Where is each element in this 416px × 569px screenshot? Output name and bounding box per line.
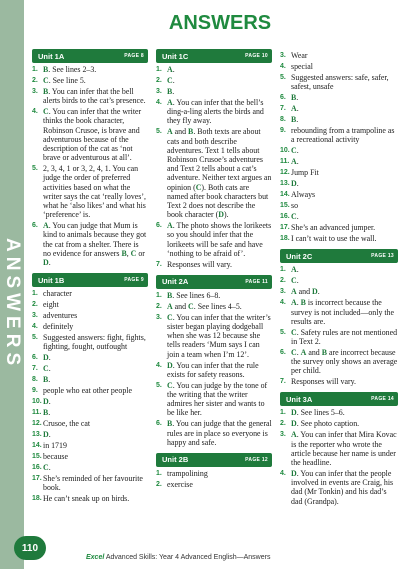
answer-text: A. You can infer that Mira Kovac is the reporter who wrote the article because her name is under the headline. <box>291 430 397 468</box>
answer-number: 2. <box>156 302 162 310</box>
answer-item <box>280 377 398 386</box>
answer-number: 6. <box>32 354 38 362</box>
answer-item <box>32 397 148 406</box>
answer-text: A. <box>291 157 299 167</box>
answer-number: 4. <box>32 108 38 116</box>
answer-text: B. You can judge that the general rules are in place so everyone is happy and safe. <box>167 419 272 447</box>
answer-number: 7. <box>32 365 38 373</box>
answer-item <box>32 87 148 105</box>
unit-header <box>156 453 272 467</box>
answer-number: 13. <box>280 180 290 188</box>
answer-text: Responses will vary. <box>291 377 357 387</box>
answer-text: C. <box>43 364 51 374</box>
answer-text: rebounding from a trampoline as a recreational activity <box>291 126 395 145</box>
answer-item <box>156 87 272 96</box>
answer-number: 1. <box>156 291 162 299</box>
answer-item <box>156 291 272 300</box>
answer-text: C. <box>167 76 175 85</box>
answer-text: Always <box>291 190 316 200</box>
footer-text: Advanced Skills: Year 4 Advanced English—Answers <box>104 554 271 561</box>
answer-number: 3. <box>280 431 286 439</box>
answer-number: 1. <box>156 469 162 477</box>
answer-item <box>280 62 398 71</box>
answer-number: 1. <box>32 290 38 298</box>
answer-list <box>32 63 148 273</box>
answer-number: 17. <box>32 475 42 483</box>
answer-item <box>32 311 148 320</box>
answer-number: 9. <box>280 127 286 135</box>
answer-text: Suggested answers: fight, fights, fighting, fought, outfought <box>43 333 146 352</box>
answer-item <box>32 221 148 267</box>
answer-number: 18. <box>280 235 290 243</box>
answer-item <box>32 463 148 472</box>
unit-name: Unit 1C <box>162 51 189 61</box>
answer-text: A and B. Both texts are about cats and both describe adventures. Text 1 tells about Robinson Crusoe’s adventures and Text 2 tells about a cat’s adventure. Neither text argues an opinion (C). Both cats are named after book characters but Text 2 does not describe the book character (D). <box>167 127 272 220</box>
answer-item <box>32 494 148 503</box>
answer-text: C. You can infer that the writer’s sister began playing dodgeball when she was 12 because she tells readers ‘Mum says I can join a team when I’m 12’. <box>167 312 271 359</box>
unit-name: Unit 1B <box>38 275 65 285</box>
answer-number: 5. <box>156 381 162 389</box>
answer-item <box>32 364 148 373</box>
answer-text: D. See photo caption. <box>291 419 360 429</box>
column-1 <box>32 49 148 509</box>
answer-text: C. Safety rules are not mentioned in Text 2. <box>291 327 398 347</box>
answer-text: A. You can infer that the bell’s ding-a-ling alerts the birds and they fly away. <box>167 98 264 126</box>
answer-text: D. <box>43 353 51 363</box>
answer-text: trampolining <box>167 468 208 478</box>
answer-number: 16. <box>280 213 290 221</box>
answer-number: 1. <box>32 66 38 73</box>
sidebar-band <box>0 0 24 569</box>
answer-number: 6. <box>280 94 286 102</box>
answer-item <box>32 441 148 450</box>
answer-text: character <box>43 289 72 299</box>
unit-name: Unit 2C <box>286 251 313 261</box>
answer-text: D. <box>43 397 51 407</box>
answer-item <box>280 276 398 285</box>
answer-number: 18. <box>32 495 42 503</box>
answer-item <box>156 313 272 359</box>
page-number: 110 <box>14 536 46 560</box>
answer-text: eight <box>43 300 59 310</box>
answer-number: 4. <box>280 470 286 478</box>
unit-header <box>32 273 148 287</box>
answer-text: so <box>291 201 299 211</box>
column-3 <box>280 49 398 512</box>
answer-item <box>32 300 148 309</box>
answer-text: She’s reminded of her favourite book. <box>43 474 143 493</box>
unit-page: PAGE 9 <box>124 277 144 284</box>
answer-number: 5. <box>280 328 286 336</box>
answer-item <box>32 164 148 219</box>
answer-number: 12. <box>280 169 290 177</box>
answer-text: B. <box>291 115 299 125</box>
answer-item <box>280 93 398 102</box>
column-2 <box>156 49 272 495</box>
answer-item <box>156 361 272 379</box>
answer-number: 5. <box>156 128 162 136</box>
answer-text: D. You can infer that the rule exists for safety reasons. <box>167 360 259 379</box>
answer-number: 2. <box>156 480 162 488</box>
answer-number: 3. <box>280 288 286 296</box>
answer-number: 6. <box>32 222 38 230</box>
answer-number: 10. <box>280 147 290 155</box>
answer-list <box>32 287 148 509</box>
answer-item <box>280 287 398 296</box>
answer-number: 10. <box>32 398 42 406</box>
answer-text: A. <box>291 265 299 275</box>
answer-text: Responses will vary. <box>167 259 233 269</box>
footer <box>86 554 270 561</box>
answer-item <box>280 212 398 221</box>
footer-brand: Excel <box>86 554 105 561</box>
answer-list <box>280 263 398 392</box>
unit-page: PAGE 12 <box>245 456 268 463</box>
unit-name: Unit 2A <box>162 277 189 287</box>
answer-list <box>280 406 398 511</box>
answer-text: He can’t sneak up on birds. <box>43 494 130 504</box>
answer-text: A. You can judge that Mum is kind to animals because they got the cat from a shelter. There is no evidence for answers B, C or D. <box>43 221 147 268</box>
answer-number: 5. <box>32 165 38 173</box>
unit-header <box>280 249 398 263</box>
unit-header <box>156 49 272 63</box>
answer-text: D. <box>43 430 51 440</box>
answer-item <box>280 408 398 417</box>
answer-number: 12. <box>32 420 42 428</box>
answer-text: A. <box>167 65 175 74</box>
page-title: ANSWERS <box>168 12 272 34</box>
answer-number: 2. <box>32 301 38 309</box>
answer-text: She’s an advanced jumper. <box>291 223 376 233</box>
unit-name: Unit 1A <box>38 51 65 61</box>
answer-item <box>32 386 148 395</box>
answer-item <box>280 73 398 91</box>
answer-text: A and C. See lines 4–5. <box>167 301 242 311</box>
unit-page: PAGE 11 <box>245 278 268 285</box>
answer-item <box>280 430 398 467</box>
answer-item <box>156 98 272 126</box>
answer-list <box>280 49 398 249</box>
answer-number: 4. <box>156 361 162 369</box>
unit-page: PAGE 13 <box>371 253 394 260</box>
answer-number: 6. <box>156 420 162 428</box>
answer-number: 5. <box>32 334 38 342</box>
answer-text: B. <box>291 93 299 103</box>
answer-number: 2. <box>32 77 38 84</box>
answer-item <box>156 469 272 478</box>
answer-item <box>156 221 272 258</box>
answer-text: in 1719 <box>43 441 67 451</box>
answer-number: 1. <box>156 66 162 73</box>
answer-text: C. See line 5. <box>43 76 86 85</box>
answer-text: A and D. <box>291 287 320 297</box>
answer-item <box>156 381 272 418</box>
answer-number: 17. <box>280 224 290 232</box>
answer-text: C. <box>291 276 299 286</box>
answer-item <box>280 348 398 376</box>
answer-item <box>32 289 148 298</box>
answer-text: D. <box>291 179 299 189</box>
answer-number: 2. <box>156 77 162 84</box>
answer-item <box>156 65 272 74</box>
answer-text: because <box>43 452 68 462</box>
unit-page: PAGE 14 <box>371 396 394 403</box>
answer-number: 9. <box>32 387 38 395</box>
answer-text: B. <box>43 408 51 418</box>
unit-page: PAGE 8 <box>124 53 144 59</box>
answer-number: 14. <box>32 442 42 450</box>
answer-text: B. See lines 6–8. <box>167 290 221 300</box>
answer-text: Crusoe, the cat <box>43 419 91 429</box>
answer-text: C. <box>291 212 299 222</box>
answer-item <box>32 322 148 331</box>
answer-list <box>156 63 272 275</box>
answer-number: 14. <box>280 191 290 199</box>
answer-item <box>156 260 272 269</box>
unit-name: Unit 3A <box>286 394 313 404</box>
answer-text: Jump Fit <box>291 168 319 178</box>
answer-number: 16. <box>32 464 42 472</box>
unit-header <box>32 49 148 63</box>
answer-item <box>280 328 398 346</box>
answer-list <box>156 467 272 495</box>
answer-item <box>280 179 398 188</box>
answer-text: C. You can judge by the tone of the writing that the writer admires her sister and wants to be like her. <box>167 380 268 418</box>
answer-text: adventures <box>43 311 78 321</box>
unit-header <box>280 392 398 406</box>
answer-item <box>280 201 398 210</box>
answer-text: people who eat other people <box>43 386 132 396</box>
answer-item <box>32 76 148 85</box>
answer-number: 7. <box>280 378 286 386</box>
answer-text: C. <box>43 463 51 473</box>
answer-item <box>156 76 272 85</box>
answer-item <box>280 104 398 113</box>
answer-item <box>32 408 148 417</box>
answer-number: 5. <box>280 74 286 81</box>
answer-item <box>32 333 148 351</box>
answer-item <box>156 302 272 311</box>
answer-number: 3. <box>156 88 162 95</box>
answer-text: C. You can infer that the writer thinks the book character, Robinson Crusoe, is brave and adventurous because of the description of the cat as ‘not brave or adventurous at all’. <box>43 107 142 163</box>
answer-number: 3. <box>156 313 162 321</box>
answer-number: 4. <box>280 299 286 307</box>
answer-item <box>32 419 148 428</box>
answer-number: 3. <box>32 88 38 95</box>
answer-item <box>280 419 398 428</box>
answer-text: B. You can infer that the bell alerts birds to the cat’s presence. <box>43 87 146 106</box>
answer-text: B. See lines 2–3. <box>43 65 97 74</box>
answer-text: special <box>291 62 313 71</box>
answer-item <box>156 127 272 219</box>
answer-item <box>280 234 398 243</box>
answer-text: D. You can infer that the people involved in events are Craig, his dad (Mr Tonkin) and his dad’s dad (Grandpa). <box>291 469 394 506</box>
answer-number: 6. <box>156 222 162 230</box>
answer-number: 2. <box>280 277 286 285</box>
answer-text: C. A and B are incorrect because the survey only shows an average per child. <box>291 348 398 376</box>
answer-text: A. <box>291 104 299 114</box>
unit-page: PAGE 10 <box>245 53 268 59</box>
answer-number: 13. <box>32 431 42 439</box>
answer-number: 11. <box>280 158 290 166</box>
answer-item <box>280 298 398 326</box>
answer-item <box>280 157 398 166</box>
answer-item <box>280 126 398 144</box>
answer-item <box>32 452 148 461</box>
answer-item <box>280 168 398 177</box>
answer-number: 8. <box>280 116 286 124</box>
answer-text: definitely <box>43 322 74 332</box>
answer-item <box>280 265 398 274</box>
answer-number: 3. <box>280 52 286 59</box>
answer-text: I can’t wait to use the wall. <box>291 234 377 244</box>
answer-item <box>156 419 272 447</box>
sidebar-answers-label: ANSWERS <box>2 238 23 371</box>
answer-number: 7. <box>280 105 286 113</box>
answer-item <box>32 430 148 439</box>
answer-number: 15. <box>280 202 290 210</box>
answer-text: B. <box>43 375 51 385</box>
answer-list <box>156 289 272 453</box>
answer-text: 2, 3, 4, 1 or 3, 2, 4, 1. You can judge the order of preferred activities based on what the writer says the cat ‘really loves’, what he ‘also likes’ and what his ‘preference’ is. <box>43 164 146 220</box>
answer-item <box>32 107 148 162</box>
answer-item <box>280 115 398 124</box>
answer-number: 15. <box>32 453 42 461</box>
answer-text: C. <box>291 146 299 156</box>
answer-item <box>32 65 148 74</box>
answer-number: 1. <box>280 266 286 274</box>
answer-item <box>280 223 398 232</box>
answer-number: 1. <box>280 409 286 417</box>
answer-text: A. The photo shows the lorikeets so you should infer that the lorikeets will be safe and have ‘nothing to be afraid of’. <box>167 221 272 258</box>
answer-item <box>280 146 398 155</box>
answer-number: 4. <box>156 99 162 106</box>
answer-number: 6. <box>280 349 286 357</box>
answer-number: 3. <box>32 312 38 320</box>
answer-number: 11. <box>32 409 42 417</box>
answer-text: Suggested answers: safe, safer, safest, unsafe <box>291 73 389 92</box>
answer-text: A. B is incorrect because the survey is not included—only the results are. <box>291 298 395 326</box>
answer-number: 2. <box>280 420 286 428</box>
answer-item <box>280 190 398 199</box>
answer-item <box>280 51 398 60</box>
answer-item <box>280 469 398 506</box>
unit-header <box>156 275 272 289</box>
unit-name: Unit 2B <box>162 455 189 465</box>
answer-number: 4. <box>32 323 38 331</box>
answer-number: 7. <box>156 260 162 268</box>
answer-item <box>32 353 148 362</box>
answer-item <box>32 375 148 384</box>
answer-number: 8. <box>32 376 38 384</box>
answer-item <box>32 474 148 492</box>
answer-item <box>156 480 272 489</box>
answer-number: 4. <box>280 63 286 70</box>
answer-text: B. <box>167 87 175 96</box>
answer-text: exercise <box>167 479 193 489</box>
answer-text: Wear <box>291 51 308 60</box>
answer-text: D. See lines 5–6. <box>291 408 345 418</box>
